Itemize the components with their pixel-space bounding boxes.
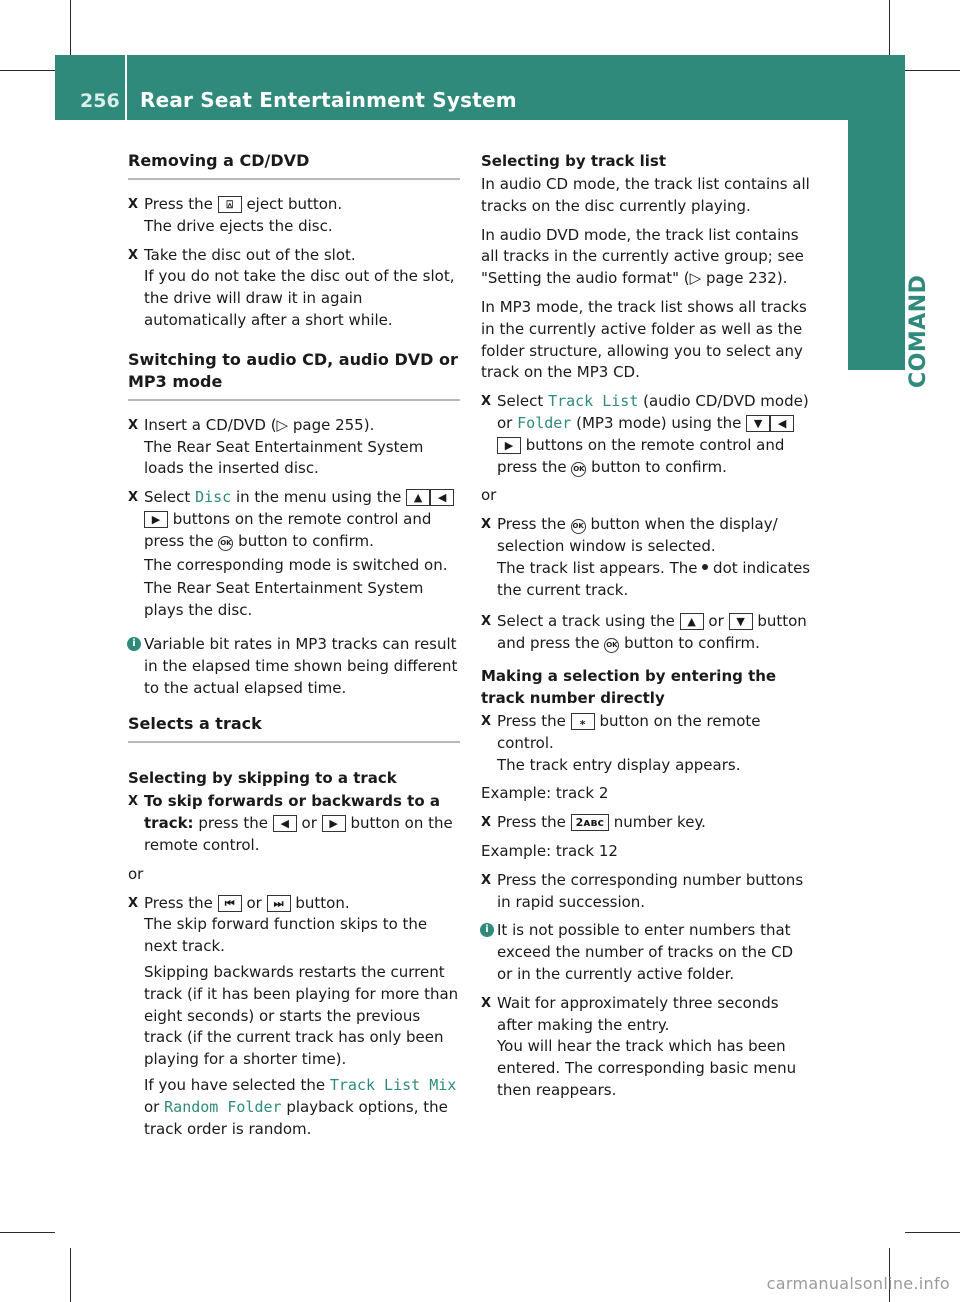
star-key-icon: ⁎ [571, 713, 595, 730]
subheading-track-list: Selecting by track list [481, 152, 667, 170]
left-arrow-icon: ◀ [273, 815, 297, 832]
page-number: 256 [80, 90, 120, 112]
step-press-2 [481, 812, 813, 834]
text: If you have selected the [144, 1075, 326, 1094]
crop-mark [889, 0, 890, 55]
text: button on the remote control. [497, 711, 761, 752]
result-text: The Rear Seat Entertainment System plays the disc. [144, 579, 424, 620]
paragraph: In MP3 mode, the track list shows all tracks in the currently active folder as well as the folder structure, allowing you to select any track on the MP3 CD. [481, 297, 807, 382]
text: press the [198, 814, 268, 833]
side-tab [848, 120, 905, 370]
crop-mark [70, 1248, 71, 1302]
ok-button-icon: OK [218, 536, 233, 551]
result-text: The track entry display appears. [497, 755, 741, 774]
up-arrow-icon: ▲ [680, 613, 704, 630]
text: button to confirm. [591, 457, 727, 476]
example-label: Example: track 12 [481, 841, 618, 860]
text: Press the [497, 813, 566, 832]
example-label: Example: track 2 [481, 784, 609, 803]
step-select-track [481, 611, 813, 655]
skip-back-icon: ⏮ [218, 895, 242, 912]
info-text: It is not possible to enter numbers that exceed the number of tracks on the CD or in the currently active folder. [497, 921, 794, 983]
option-track-list-mix: Track List Mix [329, 1075, 457, 1094]
crop-mark [905, 1232, 960, 1233]
step-select-disc [128, 487, 460, 622]
step-press-skip [128, 893, 460, 1141]
right-arrow-icon: ▶ [144, 511, 168, 528]
text: eject button. [246, 195, 343, 213]
crop-mark [0, 1232, 55, 1233]
left-column [128, 150, 460, 1147]
up-arrow-icon: ▲ [406, 489, 430, 506]
step-take-disc [128, 245, 460, 332]
crop-mark [905, 70, 960, 71]
step-skip-forward-back [128, 791, 460, 856]
info-note [481, 920, 813, 985]
text: Press the [497, 515, 566, 534]
ok-button-icon: OK [604, 638, 619, 653]
side-tab-label: COMAND [906, 274, 931, 388]
step-press-eject [128, 194, 460, 238]
text: button when the display/ selection window is selected. [497, 515, 778, 555]
ok-button-icon: OK [571, 519, 586, 534]
paragraph: In audio CD mode, the track list contains all tracks on the disc currently playing. [481, 175, 810, 215]
left-arrow-icon: ◀ [770, 415, 794, 432]
or-text: or [481, 486, 497, 505]
down-arrow-icon: ▼ [746, 415, 770, 432]
menu-item-disc: Disc [195, 488, 232, 507]
text: button. [295, 893, 350, 912]
text: button and press the [497, 612, 807, 653]
text: or [246, 893, 262, 912]
menu-item-folder: Folder [517, 413, 572, 432]
result-text: The Rear Seat Entertainment System loads the inserted disc. [144, 437, 424, 478]
result-text: The drive ejects the disc. [144, 216, 333, 235]
result-text: dot indicates the current track. [497, 558, 811, 599]
result-text: The skip forward function skips to the next track. [144, 915, 428, 956]
result-text-random [144, 1075, 460, 1140]
text: Press the corresponding number buttons in rapid succession. [497, 870, 804, 911]
step-insert-disc [128, 415, 460, 480]
section-heading-removing: Removing a CD/DVD [128, 150, 460, 180]
or-text: or [128, 864, 144, 883]
text: number key. [613, 813, 706, 832]
down-arrow-icon: ▼ [729, 613, 753, 630]
text: Wait for approximately three seconds after making the entry. [497, 993, 779, 1034]
step-press-numbers [481, 870, 813, 914]
ok-button-icon: OK [571, 462, 586, 477]
result-text: The track list appears. The [497, 558, 698, 577]
result-text: You will hear the track which has been entered. The corresponding basic menu then reappears. [497, 1037, 797, 1099]
text: Select a track using the [497, 612, 675, 631]
result-text: If you do not take the disc out of the slot, the drive will draw it in again automatically after a short while. [144, 267, 455, 329]
text: or [144, 1097, 160, 1116]
option-random-folder: Random Folder [164, 1097, 282, 1116]
info-icon: i [480, 923, 494, 937]
text: (audio CD/DVD mode) or [497, 392, 809, 432]
text: Select [497, 392, 544, 411]
current-track-dot-icon [702, 564, 708, 570]
paragraph: In audio DVD mode, the track list contains all tracks in the currently active group; see "Setting the audio format" (▷ page 232). [481, 225, 804, 288]
section-heading-selects-track: Selects a track [128, 713, 460, 743]
skip-forward-icon: ⏭ [267, 895, 291, 912]
text: buttons on the remote control and press the [497, 435, 785, 476]
step-press-star [481, 711, 813, 776]
text: in the menu using the [235, 488, 402, 507]
step-wait [481, 993, 813, 1102]
text: buttons on the remote control and press the [144, 509, 432, 550]
text: Press the [497, 711, 566, 730]
right-arrow-icon: ▶ [497, 437, 521, 454]
number-key-2-icon: 2ᴀʙᴄ [571, 814, 609, 831]
text: Select [144, 488, 191, 507]
text: Press the [144, 893, 213, 912]
crop-mark [70, 0, 71, 55]
subheading-direct-entry: Making a selection by entering the track number directly [481, 666, 777, 707]
text: or [301, 814, 317, 833]
info-icon: i [127, 637, 141, 651]
text: playback options, the track order is random. [144, 1097, 448, 1138]
subheading-skipping: Selecting by skipping to a track [128, 769, 397, 788]
left-arrow-icon: ◀ [430, 489, 454, 506]
info-note [128, 634, 460, 699]
text: or [708, 612, 724, 631]
text: button to confirm. [238, 531, 374, 550]
step-press-ok [481, 514, 813, 601]
text: button on the remote control. [144, 814, 453, 854]
result-text: The corresponding mode is switched on. [144, 555, 448, 574]
step-select-track-list [481, 391, 813, 478]
right-column [481, 150, 813, 1109]
section-heading-switching: Switching to audio CD, audio DVD or MP3 mode [128, 349, 460, 401]
chapter-title: Rear Seat Entertainment System [140, 88, 517, 112]
menu-item-track-list: Track List [548, 392, 639, 411]
text: button to confirm. [624, 634, 760, 653]
result-text: Skipping backwards restarts the current track (if it has been playing for more than eight seconds) or starts the previous track (if the current track has only been playing for a shorter time). [144, 962, 459, 1069]
text: Insert a CD/DVD (▷ page 255). [144, 415, 375, 434]
text: Take the disc out of the slot. [144, 245, 356, 264]
header-separator [125, 55, 127, 120]
watermark: carmanualsonline.info [766, 1274, 950, 1293]
crop-mark [0, 70, 55, 71]
text: (MP3 mode) using the [576, 413, 742, 432]
info-text: Variable bit rates in MP3 tracks can result in the elapsed time shown being different to the actual elapsed time. [144, 634, 458, 697]
bold-text: To skip forwards or backwards to a track: [144, 792, 441, 833]
eject-icon: ⍓ [218, 196, 242, 213]
text: Press the [144, 195, 213, 213]
right-arrow-icon: ▶ [322, 815, 346, 832]
